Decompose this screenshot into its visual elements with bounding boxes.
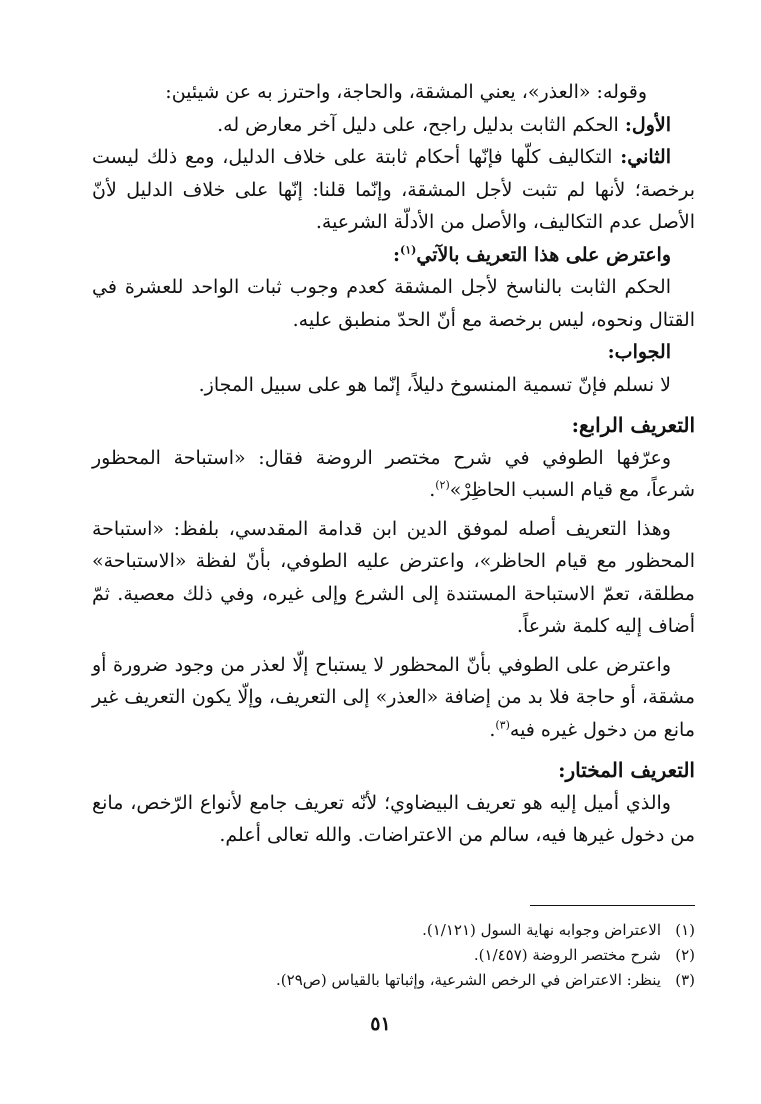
tufi-end: . bbox=[429, 479, 436, 501]
paragraph-intro: وقوله: «العذر»، يعني المشقة، والحاجة، واحترز به عن شيئين: bbox=[165, 81, 647, 103]
objection-tufi-text: واعترض على الطوفي بأنّ المحظور لا يستباح إلّا لعذر من وجود ضرورة أو مشقة، أو حاجة فلا بد من إضافة «العذر» إلى التعريف، وإلّا يكون التعريف غير مانع من دخول غيره فيه bbox=[92, 653, 695, 741]
paragraph-objection-tufi bbox=[92, 649, 695, 747]
footnote-ref-3: (٣) bbox=[495, 718, 510, 732]
footnote-text: ينظر: الاعتراض في الرخص الشرعية، وإثباتها بالقياس (ص٢٩). bbox=[276, 971, 661, 989]
paragraph-objection: الحكم الثابت بالناسخ لأجل المشقة كعدم وجوب ثبات الواحد للعشرة في القتال ونحوه، ليس برخصة مع أنّ الحدّ منطبق عليه. bbox=[92, 276, 695, 331]
footnote-1 bbox=[92, 918, 695, 943]
footnote-3 bbox=[92, 968, 695, 993]
objection-tufi-end: . bbox=[489, 718, 496, 741]
paragraph-origin: وهذا التعريف أصله لموفق الدين ابن قدامة المقدسي، بلفظ: «استباحة المحظور مع قيام الحاظر»، واعترض عليه الطوفي، بأنّ لفظة «الاستباحة» مطلقة، تعمّ الاستباحة المستندة إلى الشرع وإلى غيره، وفي ذلك معصية. ثمّ أضاف إليه كلمة شرعاً. bbox=[92, 517, 695, 637]
footnote-number: (٢) bbox=[675, 946, 695, 964]
paragraph-first bbox=[92, 109, 695, 142]
footnote-ref-1: (١) bbox=[400, 243, 417, 257]
footnote-number: (٣) bbox=[675, 971, 695, 989]
footnote-ref-2: (٢) bbox=[435, 478, 450, 492]
label-first: الأول: bbox=[624, 113, 671, 136]
page-number: ٥١ bbox=[370, 1013, 391, 1035]
answer-heading: الجواب: bbox=[607, 341, 671, 363]
footnote-text: شرح مختصر الروضة (١/٤٥٧). bbox=[473, 946, 661, 964]
main-text bbox=[92, 76, 695, 852]
label-second: الثاني: bbox=[620, 146, 671, 168]
footnote-2 bbox=[92, 943, 695, 968]
objection-colon: : bbox=[393, 243, 401, 266]
paragraph-second bbox=[92, 141, 695, 239]
paragraph-chosen: والذي أميل إليه هو تعريف البيضاوي؛ لأنّه تعريف جامع لأنواع الرّخص، مانع من دخول غيرها فيه، سالم من الاعتراضات. والله تعالى أعلم. bbox=[92, 791, 695, 846]
paragraph-answer: لا نسلم فإنّ تسمية المنسوخ دليلاً، إنّما هو على سبيل المجاز. bbox=[198, 373, 671, 396]
objection-heading-text: واعترض على هذا التعريف بالآتي bbox=[416, 243, 671, 266]
objection-heading bbox=[92, 239, 695, 272]
heading-chosen-definition: التعريف المختار: bbox=[558, 758, 695, 782]
footnote-separator bbox=[530, 905, 695, 906]
footnote-text: الاعتراض وجوابه نهاية السول (١/١٢١). bbox=[422, 921, 661, 939]
text-second: التكاليف كلّها فإنّها أحكام ثابتة على خلاف الدليل، ومع ذلك ليست برخصة؛ لأنها لم تثبت لأجل المشقة، وإنّما قلنا: إنّها على خلاف الدليل لأنّ الأصل عدم التكاليف، والأصل من الأدلّة الشرعية. bbox=[92, 146, 695, 233]
paragraph-tufi bbox=[92, 442, 695, 507]
footnotes bbox=[92, 918, 695, 993]
footnote-number: (١) bbox=[675, 921, 695, 939]
tufi-text: وعرّفها الطوفي في شرح مختصر الروضة فقال: «استباحة المحظور شرعاً، مع قيام السبب الحاظِرْ» bbox=[92, 446, 695, 501]
text-first: الحكم الثابت بدليل راجح، على دليل آخر معارض له. bbox=[217, 113, 625, 136]
heading-fourth-definition: التعريف الرابع: bbox=[571, 413, 695, 437]
